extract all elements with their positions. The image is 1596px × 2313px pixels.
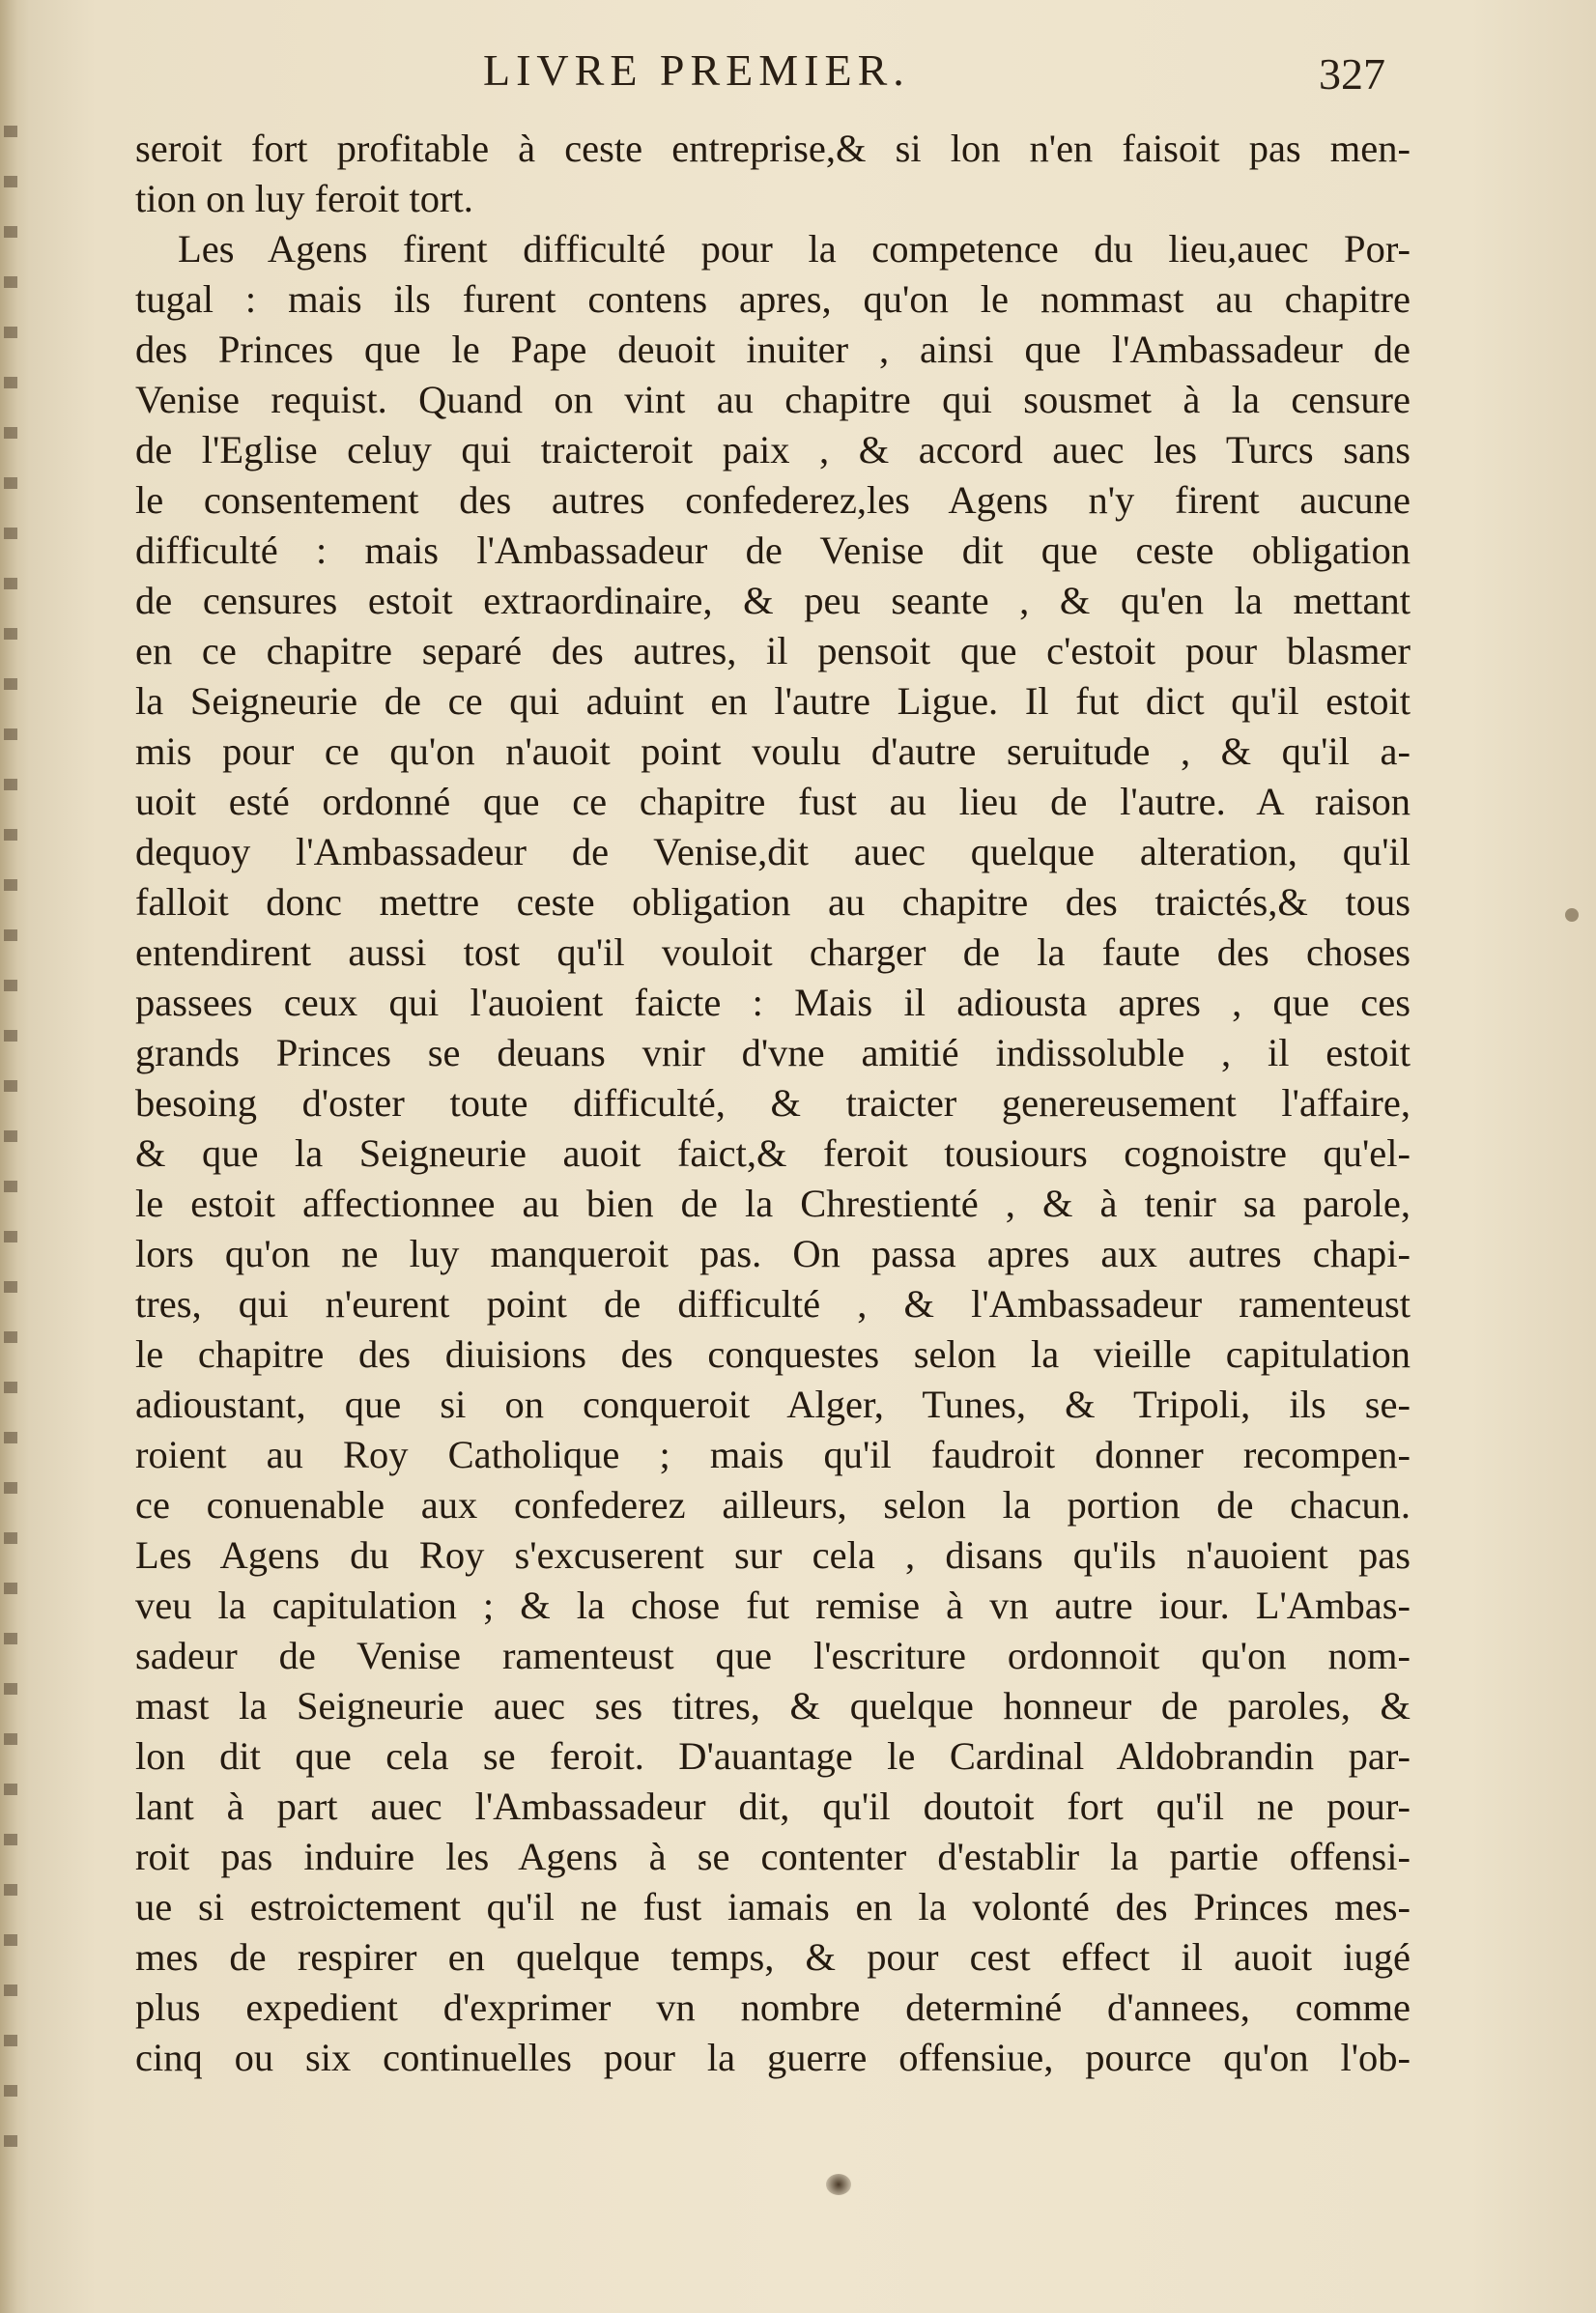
text-line: roient au Roy Catholique ; mais qu'il faudroit donner recompen- — [135, 1433, 1411, 1476]
text-line: & que la Seigneurie auoit faict,& feroit tousiours cognoistre qu'el- — [135, 1131, 1411, 1175]
text-line: tion on luy feroit tort. — [135, 177, 473, 220]
text-line: le estoit affectionnee au bien de la Chrestienté , & à tenir sa parole, — [135, 1182, 1411, 1225]
text-line: besoing d'oster toute difficulté, & traicter genereusement l'affaire, — [135, 1081, 1411, 1125]
page-number: 327 — [1319, 49, 1385, 99]
binding-stitch-marks — [4, 126, 17, 2155]
text-line: plus expedient d'exprimer vn nombre determiné d'annees, comme — [135, 1985, 1411, 2029]
text-line: veu la capitulation ; & la chose fut remise à vn autre iour. L'Ambas- — [135, 1584, 1411, 1627]
text-line: difficulté : mais l'Ambassadeur de Venise dit que ceste obligation — [135, 528, 1411, 572]
text-line: ue si estroictement qu'il ne fust iamais en la volonté des Princes mes- — [135, 1885, 1411, 1928]
text-line: des Princes que le Pape deuoit inuiter , ainsi que l'Ambassadeur de — [135, 328, 1411, 371]
text-line: la Seigneurie de ce qui aduint en l'autre Ligue. Il fut dict qu'il estoit — [135, 679, 1411, 723]
text-line: dequoy l'Ambassadeur de Venise,dit auec quelque alteration, qu'il — [135, 830, 1411, 873]
text-line: tres, qui n'eurent point de difficulté , & l'Ambassadeur ramenteust — [135, 1282, 1411, 1326]
text-line: falloit donc mettre ceste obligation au chapitre des traictés,& tous — [135, 880, 1411, 924]
text-line: de l'Eglise celuy qui traicteroit paix , & accord auec les Turcs sans — [135, 428, 1411, 471]
text-line: en ce chapitre separé des autres, il pensoit que c'estoit pour blasmer — [135, 629, 1411, 672]
text-line: le chapitre des diuisions des conquestes selon la vieille capitulation — [135, 1332, 1411, 1376]
text-line: lant à part auec l'Ambassadeur dit, qu'il doutoit fort qu'il ne pour- — [135, 1785, 1411, 1828]
text-line: de censures estoit extraordinaire, & peu seante , & qu'en la mettant — [135, 579, 1411, 622]
text-line: mis pour ce qu'on n'auoit point voulu d'autre seruitude , & qu'il a- — [135, 729, 1411, 773]
text-line: le consentement des autres confederez,les Agens n'y firent aucune — [135, 478, 1411, 522]
page-header — [135, 29, 1420, 106]
text-line: lors qu'on ne luy manqueroit pas. On passa apres aux autres chapi- — [135, 1232, 1411, 1275]
text-line: tugal : mais ils furent contens apres, qu'on le nommast au chapitre — [135, 277, 1411, 321]
ink-spot — [826, 2174, 851, 2195]
text-line: mes de respirer en quelque temps, & pour cest effect il auoit iugé — [135, 1935, 1411, 1979]
text-line: entendirent aussi tost qu'il vouloit charger de la faute des choses — [135, 930, 1411, 974]
foxing-spot — [1565, 908, 1579, 922]
binding-gutter — [0, 0, 29, 2313]
text-line: uoit esté ordonné que ce chapitre fust au lieu de l'autre. A raison — [135, 780, 1411, 823]
text-line: seroit fort profitable à ceste entreprise,& si lon n'en faisoit pas men- — [135, 127, 1411, 170]
text-line: Les Agens firent difficulté pour la competence du lieu,auec Por- — [178, 227, 1411, 271]
text-line: grands Princes se deuans vnir d'vne amitié indissoluble , il estoit — [135, 1031, 1411, 1074]
text-line: adioustant, que si on conqueroit Alger, Tunes, & Tripoli, ils se- — [135, 1383, 1411, 1426]
text-line: Venise requist. Quand on vint au chapitre qui sousmet à la censure — [135, 378, 1411, 421]
text-line: sadeur de Venise ramenteust que l'escriture ordonnoit qu'on nom- — [135, 1634, 1411, 1677]
text-line: passees ceux qui l'auoient faicte : Mais il adiousta apres , que ces — [135, 981, 1411, 1024]
text-line: lon dit que cela se feroit. D'auantage le Cardinal Aldobrandin par- — [135, 1734, 1411, 1778]
text-line: Les Agens du Roy s'excuserent sur cela , disans qu'ils n'auoient pas — [135, 1533, 1411, 1577]
running-head: LIVRE PREMIER. — [483, 45, 910, 95]
text-line: mast la Seigneurie auec ses titres, & quelque honneur de paroles, & — [135, 1684, 1411, 1728]
text-line: ce conuenable aux confederez ailleurs, selon la portion de chacun. — [135, 1483, 1411, 1527]
text-line: cinq ou six continuelles pour la guerre offensiue, pource qu'on l'ob- — [135, 2036, 1411, 2079]
text-line: roit pas induire les Agens à se contenter d'establir la partie offensi- — [135, 1835, 1411, 1878]
